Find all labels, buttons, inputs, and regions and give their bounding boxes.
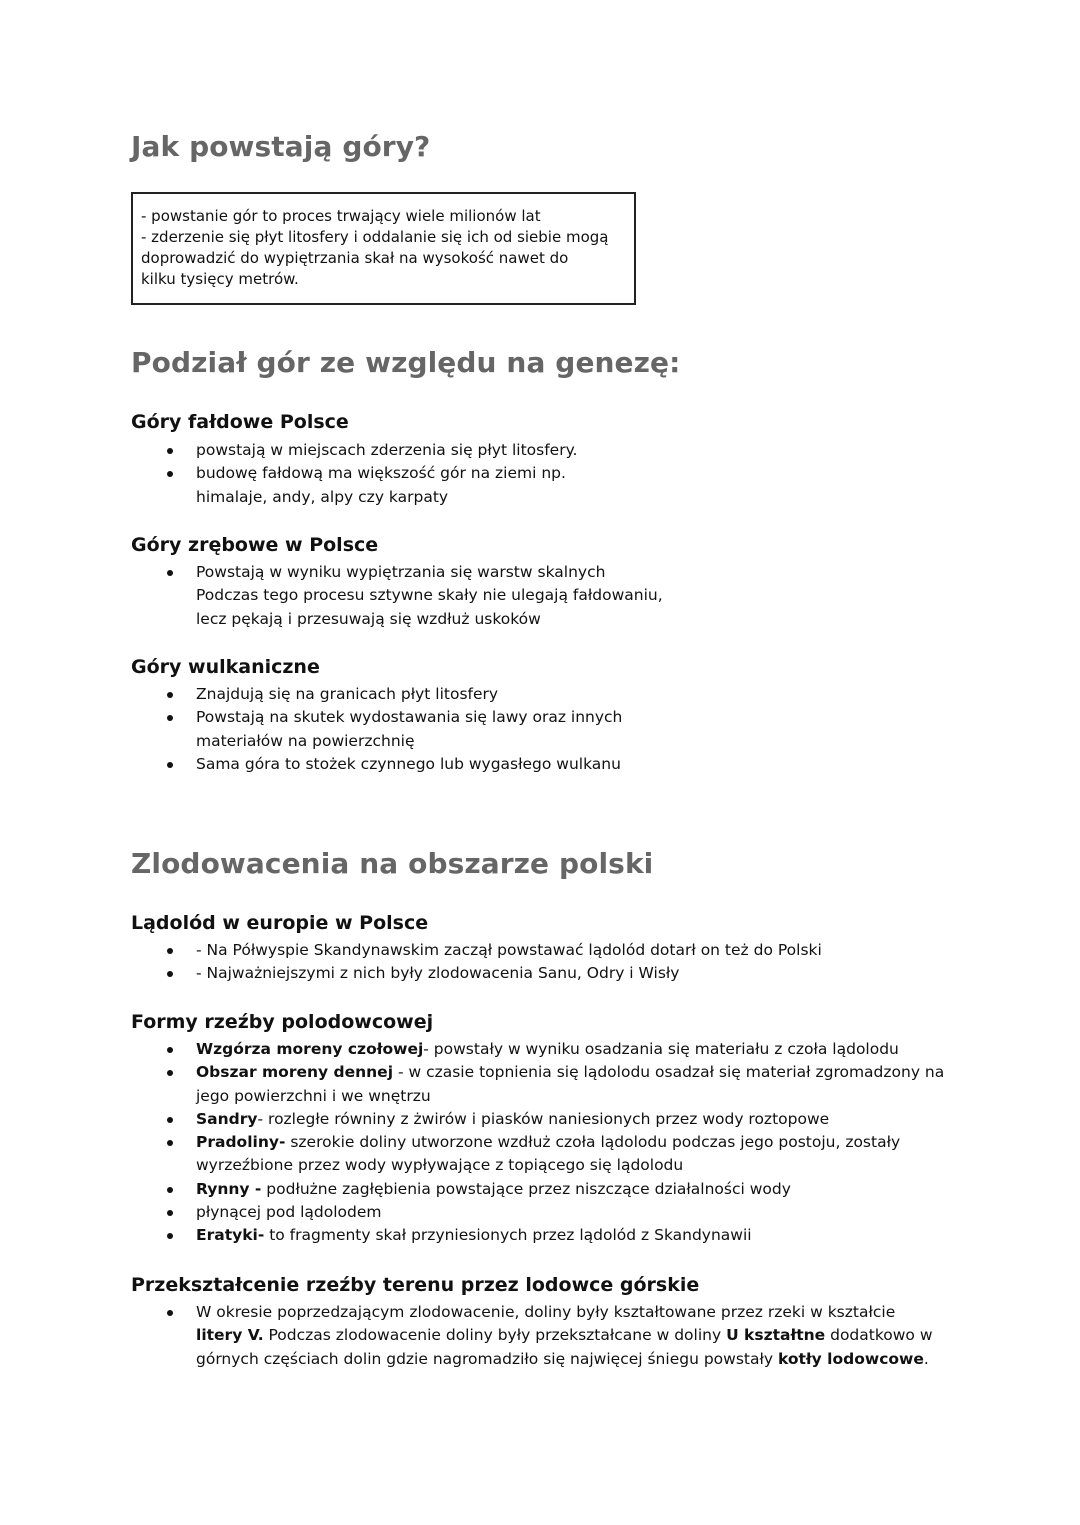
list-item: litery V. Podczas zlodowacenie doliny były przekształcane w doliny U kształtne dodatkowo w [196,1326,933,1345]
list-item: lecz pękają i przesuwają się wzdłuż uskoków [196,609,541,628]
bullet-icon [167,448,173,454]
bullet-icon [167,1140,173,1146]
list-item: wyrzeźbione przez wody wypływające z topiącego się lądolodu [196,1156,684,1175]
bullet-icon [167,1047,173,1053]
bullet-icon [167,471,173,477]
info-box [131,192,636,305]
list-item: górnych częściach dolin gdzie nagromadziło się najwięcej śniegu powstały kotły lodowcowe. [196,1349,929,1368]
list-item: budowę fałdową ma większość gór na ziemi np. [0,462,1080,485]
subheading-gory-faldowe: Góry fałdowe Polsce [131,411,349,433]
subheading-gory-wulkaniczne: Góry wulkaniczne [131,656,320,678]
bullet-icon [167,1210,173,1216]
bullet-icon [167,762,173,768]
list-item: jego powierzchni i we wnętrzu [196,1086,431,1105]
bullet-icon [167,1310,173,1316]
list-item: powstają w miejscach zderzenia się płyt litosfery. [0,439,1080,462]
list-gory-faldowe [0,439,1080,509]
list-item: W okresie poprzedzającym zlodowacenie, doliny były kształtowane przez rzeki w kształcie [0,1301,1080,1324]
list-item: himalaje, andy, alpy czy karpaty [196,487,449,506]
list-item: Znajdują się na granicach płyt litosfery [0,683,1080,706]
list-item: płynącej pod lądolodem [0,1201,1080,1224]
bullet-icon [167,570,173,576]
bullet-icon [167,971,173,977]
list-item: - Na Półwyspie Skandynawskim zaczął powstawać lądolód dotarł on też do Polski [0,939,1080,962]
bullet-icon [167,1233,173,1239]
list-item: Pradoliny- szerokie doliny utworzone wzdłuż czoła lądolodu podczas jego postoju, zostały [0,1131,1080,1154]
bullet-icon [167,1070,173,1076]
list-item: Powstają w wyniku wypiętrzania się warstw skalnych [0,561,1080,584]
subheading-ladolod: Lądolód w europie w Polsce [131,912,429,934]
bullet-icon [167,715,173,721]
heading-zlodowacenia: Zlodowacenia na obszarze polski [131,847,654,880]
bullet-icon [167,1117,173,1123]
subheading-przeksztalcenie: Przekształcenie rzeźby terenu przez lodowce górskie [131,1274,700,1296]
list-formy-rzezby [0,1038,1080,1248]
box-line: kilku tysięcy metrów. [141,270,299,288]
bullet-icon [167,1187,173,1193]
list-item: Sama góra to stożek czynnego lub wygasłego wulkanu [0,753,1080,776]
bullet-icon [167,692,173,698]
list-item: materiałów na powierzchnię [196,731,415,750]
box-line: - powstanie gór to proces trwający wiele milionów lat [141,207,541,225]
list-item: Sandry- rozległe równiny z żwirów i piasków naniesionych przez wody roztopowe [0,1108,1080,1131]
heading-jak-powstaja-gory: Jak powstają góry? [131,130,431,163]
bullet-icon [167,948,173,954]
list-item: Obszar moreny dennej - w czasie topnienia się lądolodu osadzał się materiał zgromadzony na [0,1061,1080,1084]
list-gory-zrebowe [0,561,1080,631]
heading-podzial-gor: Podział gór ze względu na genezę: [131,346,681,379]
list-przeksztalcenie [0,1301,1080,1371]
list-item: Podczas tego procesu sztywne skały nie ulegają fałdowaniu, [196,586,663,605]
box-line: doprowadzić do wypiętrzania skał na wysokość nawet do [141,249,569,267]
subheading-gory-zrebowe: Góry zrębowe w Polsce [131,534,379,556]
list-item: Rynny - podłużne zagłębienia powstające przez niszczące działalności wody [0,1178,1080,1201]
list-item: - Najważniejszymi z nich były zlodowacenia Sanu, Odry i Wisły [0,962,1080,985]
list-item: Wzgórza moreny czołowej- powstały w wyniku osadzania się materiału z czoła lądolodu [0,1038,1080,1061]
list-ladolod [0,939,1080,986]
box-line: - zderzenie się płyt litosfery i oddalanie się ich od siebie mogą [141,228,609,246]
list-item: Eratyki- to fragmenty skał przyniesionych przez lądolód z Skandynawii [0,1224,1080,1247]
list-gory-wulkaniczne [0,683,1080,776]
subheading-formy-rzezby: Formy rzeźby polodowcowej [131,1011,434,1033]
list-item: Powstają na skutek wydostawania się lawy oraz innych [0,706,1080,729]
